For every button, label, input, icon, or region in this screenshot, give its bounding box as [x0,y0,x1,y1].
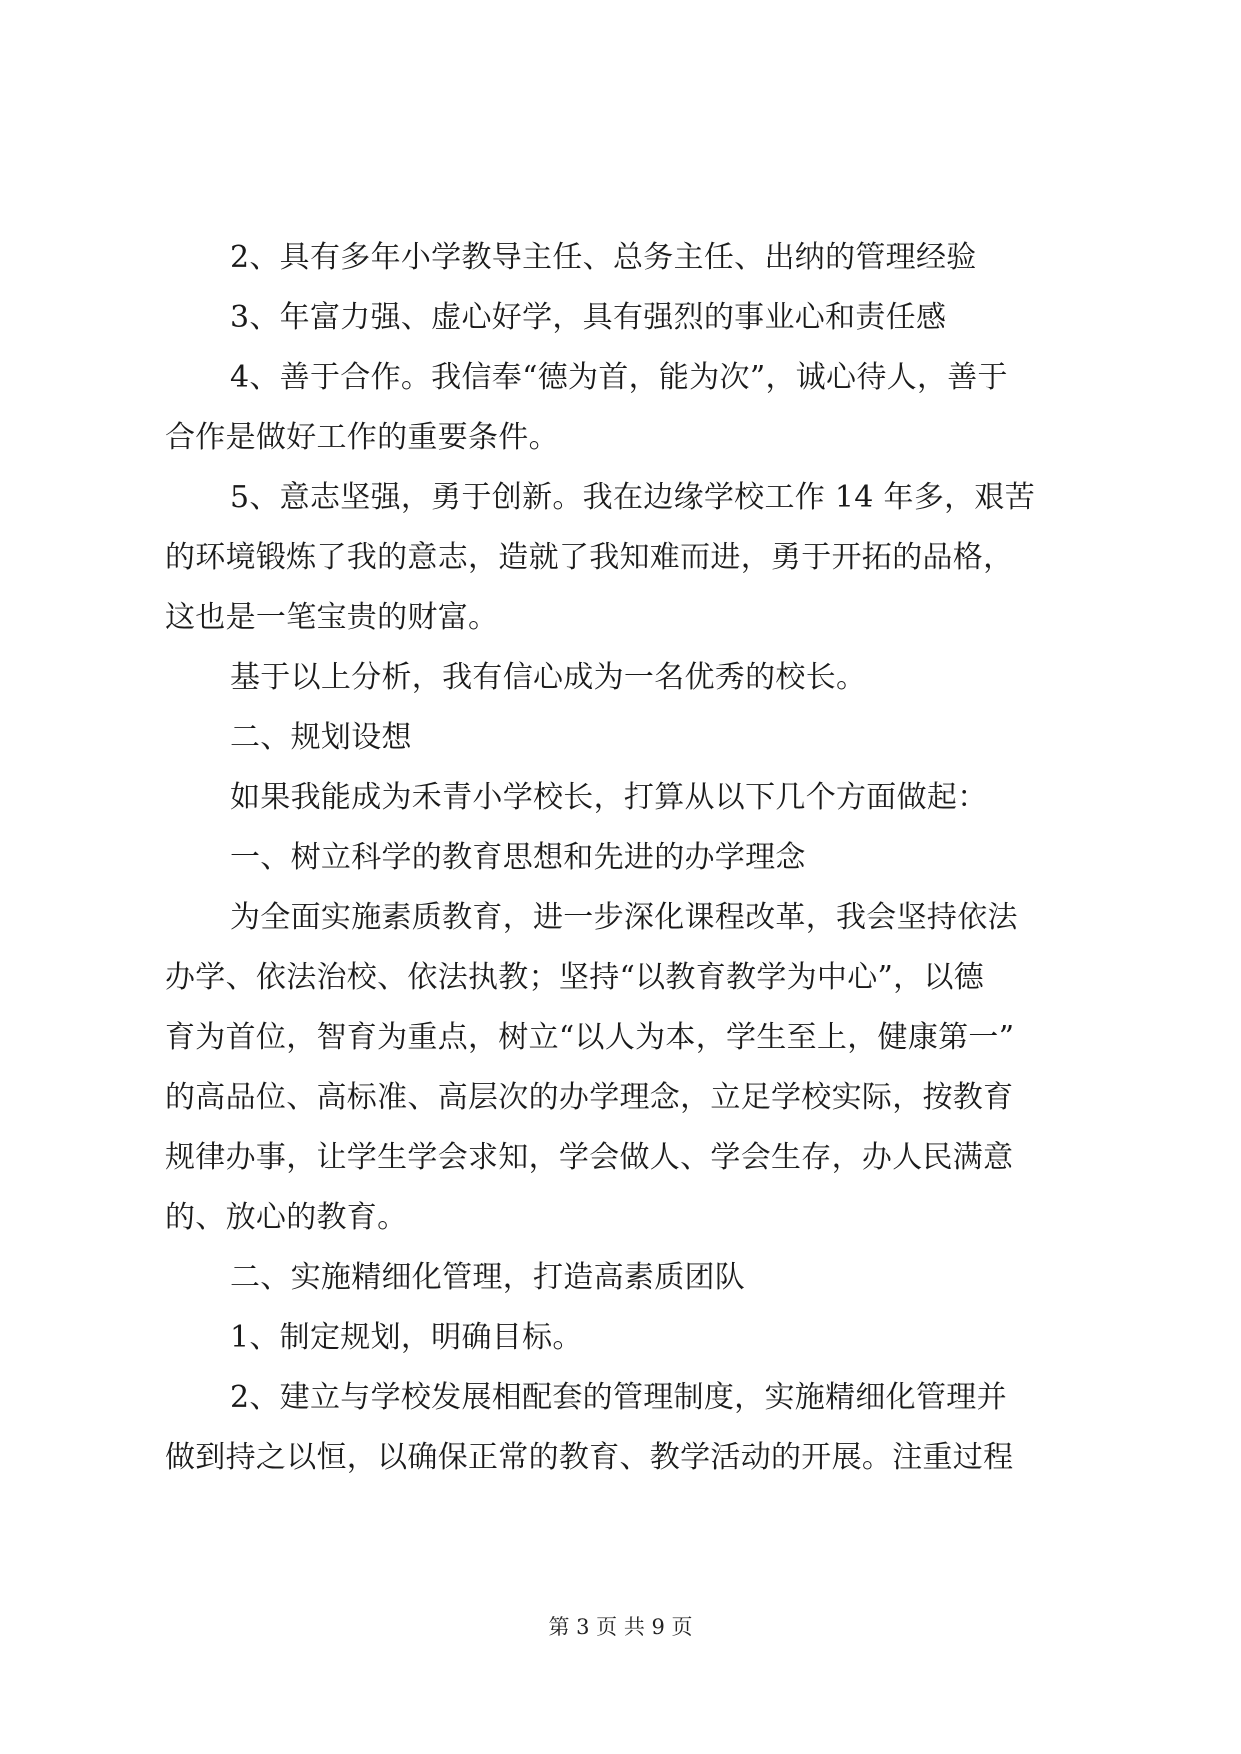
paragraph-line: 这也是一笔宝贵的财富。 [165,600,499,635]
paragraph-line: 合作是做好工作的重要条件。 [165,420,559,455]
paragraph-line: 基于以上分析，我有信心成为一名优秀的校长。 [230,660,867,695]
paragraph-line: 的、放心的教育。 [165,1200,408,1235]
paragraph-line: 1、制定规划，明确目标。 [230,1320,583,1355]
document-body [165,228,1083,1488]
section-heading: 二、规划设想 [230,720,412,755]
section-heading: 二、实施精细化管理，打造高素质团队 [230,1260,746,1295]
paragraph-line: 5、意志坚强，勇于创新。我在边缘学校工作 14 年多，艰苦 [230,480,1036,515]
paragraph-line: 3、年富力强、虚心好学，具有强烈的事业心和责任感 [230,300,947,335]
paragraph-line: 为全面实施素质教育，进一步深化课程改革，我会坚持依法 [230,900,1018,935]
paragraph-line: 2、建立与学校发展相配套的管理制度，实施精细化管理并 [230,1380,1007,1415]
paragraph-line: 育为首位，智育为重点，树立“以人为本，学生至上，健康第一” [165,1020,1015,1055]
paragraph-line: 的环境锻炼了我的意志，造就了我知难而进，勇于开拓的品格， [165,540,1014,575]
paragraph-line: 办学、依法治校、依法执教；坚持“以教育教学为中心”，以德 [165,960,985,995]
page-number: 第 3 页 共 9 页 [548,1615,693,1639]
page-footer [0,1612,1241,1642]
paragraph-line: 4、善于合作。我信奉“德为首，能为次”，诚心待人，善于 [230,360,1008,395]
paragraph-line: 的高品位、高标准、高层次的办学理念，立足学校实际，按教育 [165,1080,1014,1115]
paragraph-line: 如果我能成为禾青小学校长，打算从以下几个方面做起： [230,780,988,815]
section-heading: 一、树立科学的教育思想和先进的办学理念 [230,840,806,875]
paragraph-line: 做到持之以恒，以确保正常的教育、教学活动的开展。注重过程 [165,1440,1014,1475]
paragraph-line: 规律办事，让学生学会求知，学会做人、学会生存，办人民满意 [165,1140,1014,1175]
paragraph-line: 2、具有多年小学教导主任、总务主任、出纳的管理经验 [230,240,977,275]
